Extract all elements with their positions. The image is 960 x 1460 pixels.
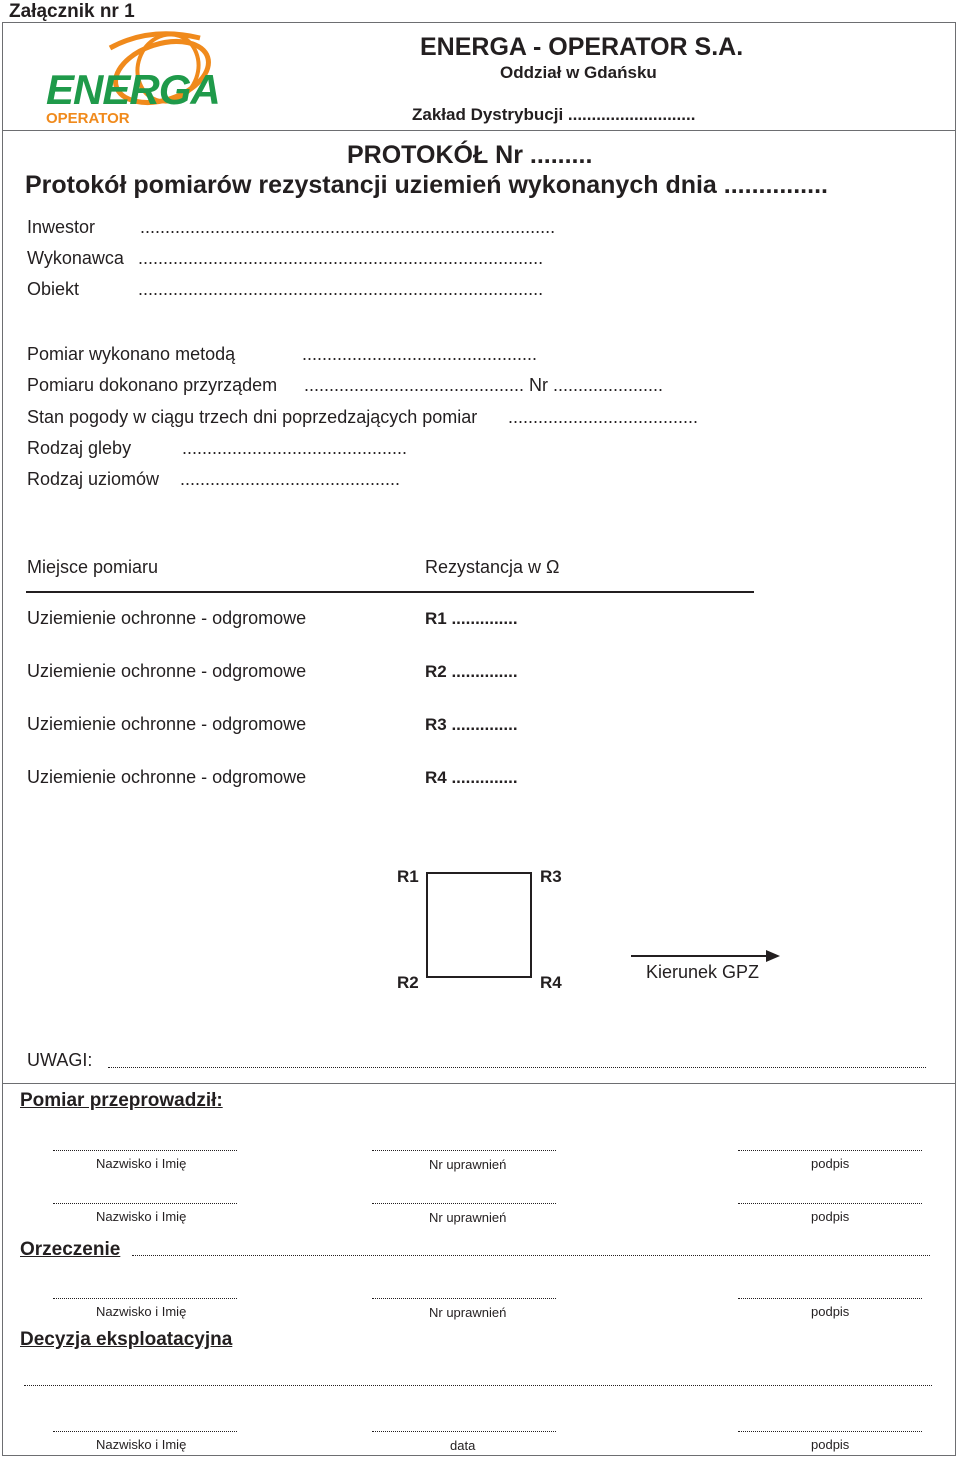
zaklad-field: Zakład Dystrybucji ........................... — [412, 105, 696, 124]
sig-line — [372, 1150, 556, 1151]
license-caption: Nr uprawnień — [429, 1210, 507, 1225]
sig-line — [738, 1150, 922, 1151]
remarks-divider — [2, 1083, 956, 1084]
branch-name: Oddział w Gdańsku — [500, 63, 657, 82]
license-caption: Nr uprawnień — [429, 1305, 507, 1320]
sig-line — [372, 1431, 556, 1432]
row-place-1: Uziemienie ochronne - odgromowe — [27, 608, 307, 628]
investor-label: Inwestor — [27, 217, 96, 237]
row-value-3: R3 .............. — [425, 715, 518, 734]
method-dots: ............................................... — [302, 344, 538, 364]
name-caption: Nazwisko i Imię — [96, 1437, 187, 1452]
decision-heading: Decyzja eksploatacyjna — [20, 1329, 233, 1350]
direction-label: Kierunek GPZ — [646, 962, 760, 982]
signature-caption: podpis — [811, 1437, 850, 1452]
row-place-3: Uziemienie ochronne - odgromowe — [27, 714, 307, 734]
diagram-r4: R4 — [540, 973, 562, 992]
electrode-label: Rodzaj uziomów — [27, 469, 160, 489]
row-place-4: Uziemienie ochronne - odgromowe — [27, 767, 307, 787]
sig-line — [372, 1203, 556, 1204]
signature-caption: podpis — [811, 1304, 850, 1319]
remarks-label: UWAGI: — [27, 1050, 93, 1070]
signature-caption: podpis — [811, 1209, 850, 1224]
sig-line — [738, 1431, 922, 1432]
electrode-dots: ............................................ — [180, 469, 401, 489]
ruling-dotline — [132, 1255, 930, 1256]
sig-line — [372, 1298, 556, 1299]
sig-line — [53, 1298, 237, 1299]
sig-line — [53, 1203, 237, 1204]
object-dots: ................................................................................. — [138, 279, 544, 299]
weather-dots: ...................................... — [508, 407, 699, 427]
sig-line — [53, 1150, 237, 1151]
sig-line — [738, 1203, 922, 1204]
diagram-r1: R1 — [397, 867, 419, 886]
sig-line — [738, 1298, 922, 1299]
weather-label: Stan pogody w ciągu trzech dni poprzedzających pomiar — [27, 407, 478, 427]
name-caption: Nazwisko i Imię — [96, 1304, 187, 1319]
row-value-1: R1 .............. — [425, 609, 518, 628]
column-resistance: Rezystancja w Ω — [425, 557, 560, 577]
row-value-2: R2 .............. — [425, 662, 518, 681]
diagram-r2: R2 — [397, 973, 419, 992]
company-name: ENERGA - OPERATOR S.A. — [420, 33, 744, 61]
name-caption: Nazwisko i Imię — [96, 1209, 187, 1224]
protocol-title: Protokół pomiarów rezystancji uziemień wykonanych dnia ............... — [25, 171, 828, 199]
column-place: Miejsce pomiaru — [27, 557, 159, 577]
remarks-dotline — [108, 1067, 926, 1068]
electrode-layout-square — [426, 872, 532, 978]
soil-dots: ............................................. — [182, 438, 408, 458]
license-caption: Nr uprawnień — [429, 1157, 507, 1172]
method-label: Pomiar wykonano metodą — [27, 344, 236, 364]
logo-subtitle: OPERATOR — [46, 110, 130, 127]
measured-by-heading: Pomiar przeprowadził: — [20, 1090, 223, 1111]
table-header-rule — [26, 591, 754, 593]
diagram-r3: R3 — [540, 867, 562, 886]
contractor-dots: ................................................................................. — [138, 248, 544, 268]
ruling-heading: Orzeczenie — [20, 1239, 121, 1260]
soil-label: Rodzaj gleby — [27, 438, 132, 458]
row-value-4: R4 .............. — [425, 768, 518, 787]
decision-dotline — [24, 1385, 932, 1386]
date-caption: data — [450, 1438, 476, 1453]
row-place-2: Uziemienie ochronne - odgromowe — [27, 661, 307, 681]
investor-dots: ................................................................................... — [140, 217, 556, 237]
instrument-dots: ............................................ Nr ...................... — [304, 375, 664, 395]
header-divider — [2, 130, 956, 131]
energa-logo — [40, 28, 220, 128]
object-label: Obiekt — [27, 279, 80, 299]
sig-line — [53, 1431, 237, 1432]
signature-caption: podpis — [811, 1156, 850, 1171]
name-caption: Nazwisko i Imię — [96, 1156, 187, 1171]
contractor-label: Wykonawca — [27, 248, 124, 268]
logo-wordmark: ENERGA — [46, 66, 220, 113]
attachment-label: Załącznik nr 1 — [9, 1, 135, 22]
protocol-number: PROTOKÓŁ Nr ......... — [347, 141, 593, 169]
instrument-label: Pomiaru dokonano przyrządem — [27, 375, 278, 395]
